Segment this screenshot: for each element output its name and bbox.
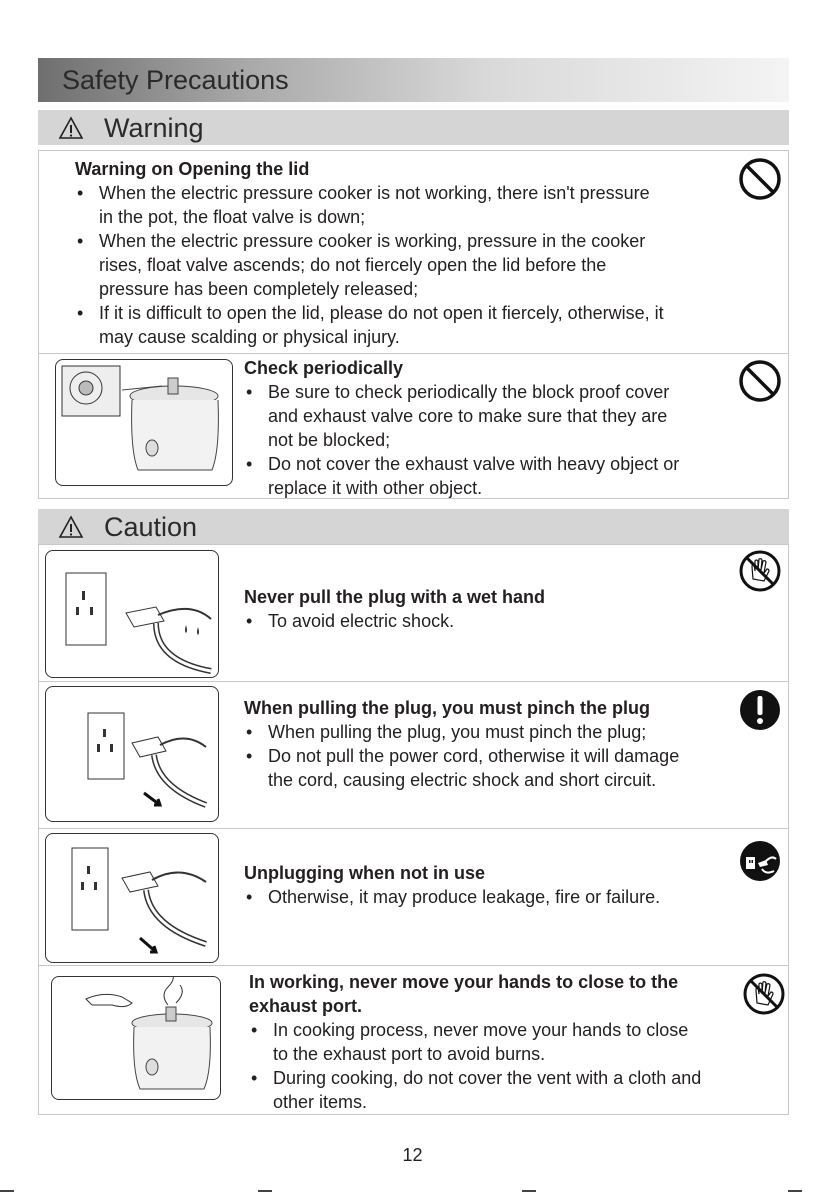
exhaust-port-block [38,965,789,1115]
bullet-item: • When pulling the plug, you must pinch the plug; [246,722,647,742]
block-title: Warning on Opening the lid [75,159,310,179]
page-title: Safety Precautions [62,65,289,95]
bullet-item: • Otherwise, it may produce leakage, fire or failure. [246,887,661,907]
warning-header [38,110,789,145]
unplug-block [38,828,789,966]
block-title: In working, never move your hands to close to the [249,972,679,992]
bullet-item: • Do not cover the exhaust valve with heavy object or replace it with other object. [246,454,680,498]
bullet-item: • During cooking, do not cover the vent with a cloth and other items. [251,1068,702,1112]
pressure-cooker-valve-illustration [55,359,233,486]
caution-header [38,509,789,544]
crop-mark [522,1190,536,1192]
block-title: When pulling the plug, you must pinch the plug [244,698,650,718]
bullet-item: • Do not pull the power cord, otherwise it will damage the cord, causing electric shock and short circuit. [246,746,680,790]
bullet-item: • When the electric pressure cooker is working, pressure in the cooker rises, float valve ascends; do not fiercely open the lid before the pressure has been completely released; [77,231,646,299]
prohibition-icon [738,359,782,403]
block-title: exhaust port. [249,996,363,1016]
check-periodically-block [38,353,789,499]
page-number: 12 [402,1145,423,1165]
no-hand-icon [742,972,786,1016]
bullet-item: • If it is difficult to open the lid, please do not open it fiercely, otherwise, it may cause scalding or physical injury. [77,303,664,347]
wet-hand-block [38,544,789,682]
unplug-icon [738,839,782,883]
warning-opening-lid-block [38,150,789,354]
bullet-item: • To avoid electric shock. [246,611,455,631]
mandatory-exclamation-icon [738,688,782,732]
bullet-item: • In cooking process, never move your hands to close to the exhaust port to avoid burns. [251,1020,689,1064]
block-title: Check periodically [244,358,404,378]
pinch-plug-block [38,681,789,830]
pinch-plug-illustration [45,686,219,822]
warning-triangle-icon [58,515,84,539]
block-title: Never pull the plug with a wet hand [244,587,546,607]
page-title-bar [38,58,789,102]
warning-heading: Warning [104,113,204,143]
bullet-item: • When the electric pressure cooker is not working, there isn't pressure in the pot, the float valve is down; [77,183,650,227]
bullet-item: • Be sure to check periodically the block proof cover and exhaust valve core to make sure that they are not be blocked; [246,382,670,450]
no-wet-hands-icon [738,549,782,593]
warning-triangle-icon [58,116,84,140]
crop-mark [0,1190,14,1192]
prohibition-icon [738,157,782,201]
crop-mark [788,1190,802,1192]
block-title: Unplugging when not in use [244,863,485,883]
crop-mark [258,1190,272,1192]
hand-near-steam-illustration [51,976,221,1100]
caution-heading: Caution [104,512,198,542]
wet-hand-plug-illustration [45,550,219,678]
unplug-illustration [45,833,219,963]
